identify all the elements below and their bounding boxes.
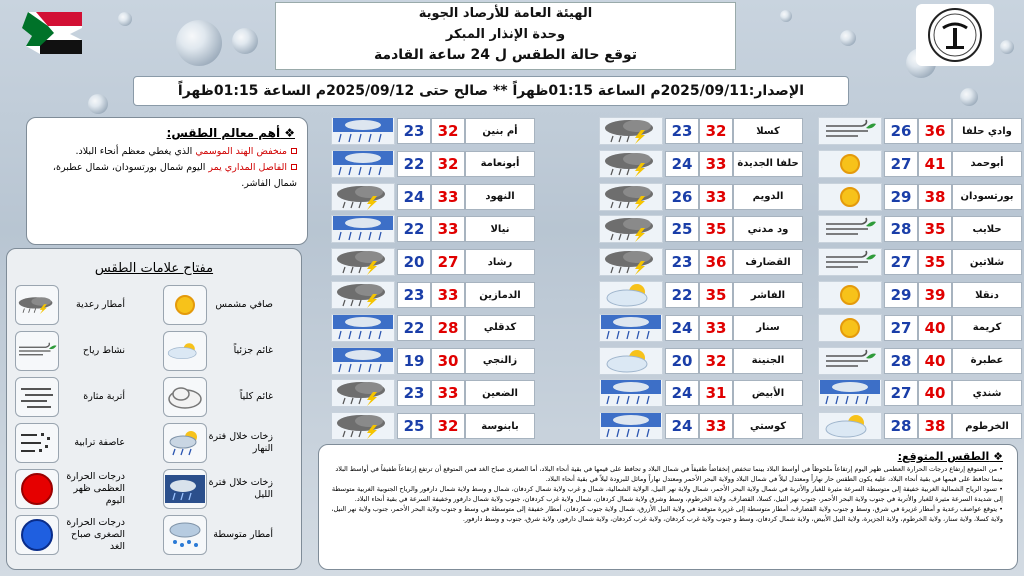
max-temp-value: 32 [431, 413, 465, 439]
moderate-rain-icon [163, 515, 207, 555]
key-label: نشاط رياح [82, 345, 125, 356]
min-temp-value: 24 [665, 413, 699, 439]
city-name: الدويم [733, 184, 803, 210]
raindrop-decoration [840, 30, 856, 46]
thunderstorm-icon [599, 215, 663, 243]
city-name: بابنوسة [465, 413, 535, 439]
sunny-icon [163, 285, 207, 325]
max-temp-value: 33 [431, 216, 465, 242]
rain-icon [331, 215, 395, 243]
forecast-row [331, 411, 535, 441]
max-temp-value: 28 [431, 315, 465, 341]
title-box [275, 2, 736, 70]
max-temp-value: 38 [918, 413, 952, 439]
expected-paragraph: • يتوقع عواصف رعدية و أمطار غزيرة في شرق، وسط و جنوب ولاية القضارف، أمطار متوسطة إلى غزيرة متوقعة في ولاية النيل الأزرق، شمال ولاية جنوب كردفان، أمطار خفيفة إلى متوسطة في وسط و جنوب ولاية البحر الأحمر، جنوب ولاية نهر النيل، ولاية كسلا، ولاية سنار، ولاية الخرطوم، ولاية الجزيرة، ولاية النيل الأبيض، ولاية شمال كردفان، وسط و جنوب ولاية غرب كردفان، ولاية غرب كردفان، ولاية شمال دارفور، ولاية شرق، جنوب و وسط دارفور. [331, 505, 1003, 523]
raindrop-decoration [780, 10, 792, 22]
max-temp-value: 40 [918, 380, 952, 406]
city-name: كوستي [733, 413, 803, 439]
min-temp-value: 22 [397, 216, 431, 242]
thunderstorm-icon [331, 379, 395, 407]
key-item [163, 423, 277, 463]
max-temp-value: 39 [918, 282, 952, 308]
thunderstorm-icon [331, 412, 395, 440]
min-temp-value: 29 [884, 282, 918, 308]
city-name: أبونعامة [465, 151, 535, 177]
min-temp-value: 29 [884, 184, 918, 210]
key-item [15, 285, 129, 325]
forecast-row [331, 346, 535, 376]
thunderstorm-icon [599, 248, 663, 276]
rain-icon [599, 412, 663, 440]
key-label: صافي مشمس [215, 299, 273, 310]
windy-icon [818, 248, 882, 276]
key-label: درجات الحرارة الصغرى صباح الغد [66, 517, 125, 552]
forecast-row [818, 116, 1022, 146]
min-temp-value: 26 [665, 184, 699, 210]
min-temp-value: 22 [397, 151, 431, 177]
min-temp-value: 23 [397, 282, 431, 308]
expected-paragraph: • تسود الرياح الشمالية الغربية خفيفة إلى متوسطة السرعة مثيرة للغبار والأتربة في شمال ولاية البحر الأحمر، شمال ولاية نهر النيل، الولاية الشمالية، شمال و غرب ولاية شمال كردفان، شمال و وسط ولاية شمال دارفور والرياح الجنوبية الغربية متوسطة إلى شديدة السرعة مثيرة للغبار والأتربة في جنوب ولاية البحر الأحمر، جنوب نهر النيل، كسلا، القضارف، ولاية الخرطوم، وسط وشرق ولاية شمال كردفان، شمال ولاية غرب كردفان، جنوب ولاية شمال دارفور وخفيفة السرعة في بقية أنحاء البلاد. [331, 485, 1003, 503]
forecast-row [331, 280, 535, 310]
city-name: كريمة [952, 315, 1022, 341]
raindrop-decoration [118, 12, 132, 26]
city-name: ود مدني [733, 216, 803, 242]
forecast-row [599, 247, 803, 277]
rain-icon [599, 314, 663, 342]
max-temp-value: 33 [431, 380, 465, 406]
max-temp-value: 32 [699, 348, 733, 374]
thunderstorm-icon [599, 183, 663, 211]
forecast-row [331, 313, 535, 343]
day-showers-icon [163, 423, 207, 463]
forecast-row [818, 214, 1022, 244]
key-label: زخات خلال فترة النهار [208, 431, 273, 454]
max-temp-value: 36 [918, 118, 952, 144]
key-label: درجات الحرارة العظمى ظهر اليوم [66, 471, 125, 506]
key-item [15, 331, 129, 371]
min-temp-value: 28 [884, 216, 918, 242]
rain-icon [599, 379, 663, 407]
min-temp-value: 23 [397, 118, 431, 144]
key-item [163, 469, 277, 509]
forecast-row [818, 182, 1022, 212]
forecast-row [599, 280, 803, 310]
city-name: القضارف [733, 249, 803, 275]
thunderstorm-icon [599, 150, 663, 178]
forecast-row [818, 378, 1022, 408]
max-temp-value: 33 [699, 315, 733, 341]
key-item [163, 515, 277, 555]
issue-validity-bar: الإصدار:2025/09/11م الساعة 01:15ظهراً ** صالح حتى 2025/09/12م الساعة 01:15ظهراً [133, 76, 849, 106]
raindrop-decoration [1000, 40, 1014, 54]
forecast-row [818, 411, 1022, 441]
forecast-row [331, 182, 535, 212]
min-temp-value: 20 [665, 348, 699, 374]
thunderstorm-icon [331, 183, 395, 211]
sudan-flag-logo [18, 6, 90, 60]
partly-cloudy-icon [599, 347, 663, 375]
forecast-row [818, 313, 1022, 343]
key-label: أمطار متوسطة [213, 529, 273, 540]
forecast-row [599, 313, 803, 343]
org-name: الهيئة العامة للأرصاد الجوية [418, 6, 593, 21]
min-temp-value: 24 [397, 184, 431, 210]
max-temp-value: 40 [918, 315, 952, 341]
windy-icon [818, 117, 882, 145]
max-temp-value: 35 [699, 216, 733, 242]
city-name: كدقلي [465, 315, 535, 341]
city-name: حلفا الجديدة [733, 151, 803, 177]
duststorm-icon [15, 423, 59, 463]
min-temp-value: 19 [397, 348, 431, 374]
min-temp-value: 26 [884, 118, 918, 144]
partly-cloudy-icon [163, 331, 207, 371]
min-temp-value: 24 [665, 151, 699, 177]
sunny-icon [818, 183, 882, 211]
key-item [163, 377, 277, 417]
max-temp-value: 33 [431, 282, 465, 308]
expected-weather-panel [318, 444, 1018, 570]
forecast-row [599, 411, 803, 441]
min-temp-value: 27 [884, 380, 918, 406]
forecast-row [331, 116, 535, 146]
forecast-row [599, 346, 803, 376]
city-name: بورتسودان [952, 184, 1022, 210]
key-item [163, 285, 277, 325]
weather-features-panel [26, 117, 308, 245]
key-title: مفتاح علامات الطقس [94, 261, 214, 276]
key-label: غائم كلياً [239, 391, 273, 402]
forecast-row [599, 116, 803, 146]
max-temp-value: 27 [431, 249, 465, 275]
page-title: توقع حالة الطقس ل 24 ساعة القادمة [373, 47, 638, 63]
min-temp-value: 27 [884, 151, 918, 177]
forecast-row [599, 149, 803, 179]
min-temp-value: 28 [884, 413, 918, 439]
min-temp-value: 22 [665, 282, 699, 308]
city-name: وادي حلفا [952, 118, 1022, 144]
key-item [163, 331, 277, 371]
key-label: أمطار رعدية [75, 299, 125, 310]
raindrop-decoration [960, 88, 978, 106]
city-name: دنقلا [952, 282, 1022, 308]
max-temp-value: 30 [431, 348, 465, 374]
key-label: زخات خلال فترة الليل [208, 477, 273, 500]
key-item [15, 515, 129, 555]
cloudy-icon [163, 377, 207, 417]
city-name: النهود [465, 184, 535, 210]
min-temp-value: 25 [665, 216, 699, 242]
key-item [15, 377, 129, 417]
key-item [15, 469, 129, 509]
max-temp-value: 31 [699, 380, 733, 406]
feature-item: الفاصل المداري يمر اليوم شمال بورتسودان، شمال عطبرة، شمال الفاشر. [52, 162, 297, 189]
min-temp-value: 20 [397, 249, 431, 275]
met-authority-logo [916, 4, 994, 66]
min-temp-value: 28 [884, 348, 918, 374]
weather-key-panel [6, 248, 302, 570]
rain-icon [818, 379, 882, 407]
rain-icon [331, 314, 395, 342]
city-name: شلاتين [952, 249, 1022, 275]
max-temp-value: 35 [918, 216, 952, 242]
forecast-row [599, 378, 803, 408]
thunderstorm-icon [331, 248, 395, 276]
max-temp-value: 38 [918, 184, 952, 210]
city-name: الأبيض [733, 380, 803, 406]
max-temp-value: 41 [918, 151, 952, 177]
forecast-row [331, 214, 535, 244]
city-name: عطبرة [952, 348, 1022, 374]
rain-icon [331, 117, 395, 145]
city-name: سنار [733, 315, 803, 341]
city-name: الخرطوم [952, 413, 1022, 439]
partly-cloudy-icon [599, 281, 663, 309]
min-temp-value: 24 [665, 380, 699, 406]
key-item [15, 423, 129, 463]
raindrop-decoration [88, 94, 108, 114]
city-name: أبوحمد [952, 151, 1022, 177]
expected-title: ❖ الطقس المتوقع: [897, 450, 1003, 463]
max-temp-value: 33 [699, 151, 733, 177]
forecast-row [331, 378, 535, 408]
city-name: الفاشر [733, 282, 803, 308]
min-temp-value: 23 [397, 380, 431, 406]
features-title: ❖ أهم معالم الطقس: [166, 126, 295, 140]
max-temp-value: 33 [699, 184, 733, 210]
max-temp-value: 32 [431, 151, 465, 177]
forecast-row [818, 149, 1022, 179]
rain-icon [331, 347, 395, 375]
partly-cloudy-icon [818, 412, 882, 440]
city-name: الجنينة [733, 348, 803, 374]
forecast-row [818, 280, 1022, 310]
thunderstorm-icon [15, 285, 59, 325]
city-name: الضعين [465, 380, 535, 406]
max-temp-value: 33 [431, 184, 465, 210]
key-label: عاصفة ترابية [74, 437, 125, 448]
max-temp-value: 35 [699, 282, 733, 308]
thunderstorm-icon [331, 281, 395, 309]
min-temp-value: 27 [884, 315, 918, 341]
max-temp-value: 35 [918, 249, 952, 275]
rain-icon [331, 150, 395, 178]
night-showers-icon [163, 469, 207, 509]
max-temp-value: 33 [699, 413, 733, 439]
sunny-icon [818, 314, 882, 342]
dust-icon [15, 377, 59, 417]
city-name: رشاد [465, 249, 535, 275]
key-label: أتربة مثارة [83, 391, 125, 402]
forecast-row [331, 247, 535, 277]
forecast-row [599, 182, 803, 212]
windy-icon [15, 331, 59, 371]
city-name: شندي [952, 380, 1022, 406]
min-temp-value: 23 [665, 118, 699, 144]
windy-icon [818, 347, 882, 375]
min-temp-value: 22 [397, 315, 431, 341]
city-name: نيالا [465, 216, 535, 242]
city-name: زالنجي [465, 348, 535, 374]
min-temp-value: 27 [884, 249, 918, 275]
sunny-icon [818, 281, 882, 309]
min-temp-value: 25 [397, 413, 431, 439]
forecast-row [599, 214, 803, 244]
unit-name: وحدة الإنذار المبكر [445, 27, 566, 42]
max-temp-value: 36 [699, 249, 733, 275]
sunny-icon [818, 150, 882, 178]
forecast-row [818, 346, 1022, 376]
max-temp-value: 32 [699, 118, 733, 144]
city-name: الدمازين [465, 282, 535, 308]
key-label: غائم جزئياً [233, 345, 273, 356]
raindrop-decoration [176, 20, 222, 66]
expected-paragraph: • من المتوقع إرتفاع درجات الحرارة العظمى ظهر اليوم إرتفاعاً ملحوظاً في أواسط البلاد بينما تنخفض إنخفاضاً طفيفاً في شمال البلاد و تحافظ على قيمها في بقية أنحاء البلاد، أما الصغرى صباح الغد فمن المتوقع أن ترتفع إرتفاعاً طفيفاً في أواسط البلاد بينما تحافظ على قيمها في بقية أنحاء البلاد، عليه يكون الطقس حار نهاراً ومعتدل ليلاً في شمال البلاد وولاية البحر الأحمر ومعتدل نهاراً ومائل للبرودة ليلاً في بقية أنحاء البلاد. [335, 465, 1003, 483]
forecast-row [818, 247, 1022, 277]
thunderstorm-icon [599, 117, 663, 145]
forecast-row [331, 149, 535, 179]
max-temp-icon [15, 469, 59, 509]
city-name: أم بنين [465, 118, 535, 144]
raindrop-decoration [232, 28, 258, 54]
feature-item: منخفض الهند الموسمي الذي يغطي معظم أنحاء البلاد. [37, 144, 297, 160]
max-temp-value: 40 [918, 348, 952, 374]
min-temp-value: 24 [665, 315, 699, 341]
min-temp-value: 23 [665, 249, 699, 275]
city-name: حلايب [952, 216, 1022, 242]
min-temp-icon [15, 515, 59, 555]
windy-icon [818, 215, 882, 243]
max-temp-value: 32 [431, 118, 465, 144]
city-name: كسلا [733, 118, 803, 144]
